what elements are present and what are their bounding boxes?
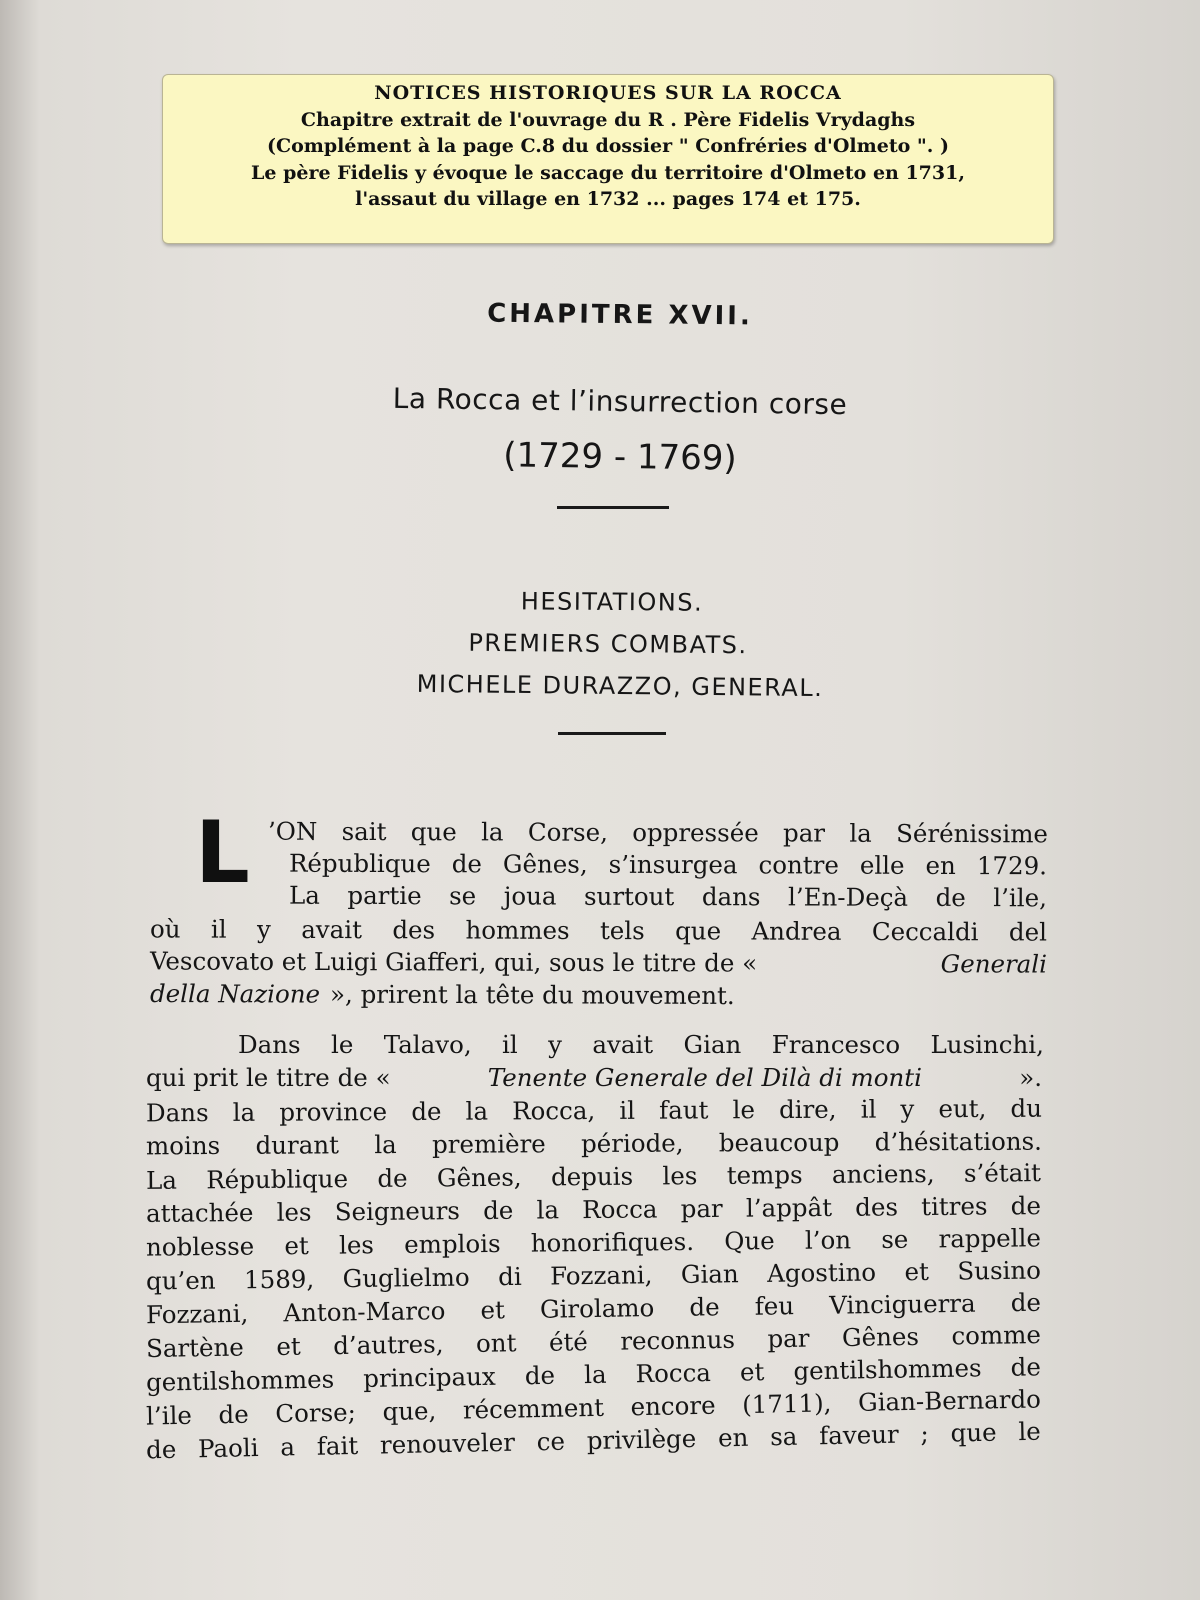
text-line <box>146 1223 1041 1261</box>
text-italic: Generali <box>940 949 1048 979</box>
word: depuis <box>550 1161 634 1192</box>
word: il <box>502 1030 518 1059</box>
text-line <box>146 1191 1041 1228</box>
word: que <box>410 817 457 847</box>
word: le <box>732 1095 755 1125</box>
word: dans <box>701 882 761 912</box>
word: la <box>374 1130 397 1160</box>
word: La <box>288 880 320 910</box>
text-line-content: qui prit le titre de « <box>146 1063 391 1092</box>
word: faveur <box>818 1419 899 1451</box>
word: Rocca <box>582 1194 658 1225</box>
word: Gian <box>680 1259 739 1289</box>
word: des <box>855 1192 899 1222</box>
word: le <box>331 1030 354 1059</box>
word: hommes <box>465 915 570 945</box>
word: l’ile <box>145 1400 193 1431</box>
word: encore <box>630 1390 716 1422</box>
word: Paoli <box>197 1433 259 1464</box>
word: sait <box>341 816 387 847</box>
word: durant <box>255 1130 340 1160</box>
word: par <box>782 818 826 848</box>
word: (1711), <box>741 1388 832 1420</box>
word: Agostino <box>766 1257 877 1288</box>
word: première <box>431 1129 546 1159</box>
word: 1589, <box>243 1264 315 1295</box>
word: Corse; <box>275 1397 357 1429</box>
word: que <box>950 1417 997 1448</box>
title-divider <box>557 506 669 509</box>
word: les <box>276 1197 312 1227</box>
word: la <box>232 1097 256 1127</box>
word: l’on <box>804 1225 852 1255</box>
subtitle-michele-durazzo: MICHELE DURAZZO, GENERAL. <box>416 669 824 703</box>
word: reconnus <box>620 1324 736 1356</box>
word: et <box>284 1230 309 1261</box>
word: privilège <box>586 1423 697 1456</box>
word: rappelle <box>938 1223 1042 1254</box>
word: Rocca, <box>512 1095 596 1126</box>
word: il <box>860 1094 877 1124</box>
notice-heading: NOTICES HISTORIQUES SUR LA ROCCA <box>374 82 842 104</box>
word: de <box>377 1163 408 1193</box>
chapter-dates: (1729 - 1769) <box>502 435 738 479</box>
word: comme <box>951 1319 1042 1351</box>
word: moins <box>145 1130 221 1161</box>
word: été <box>548 1327 589 1357</box>
word: partie <box>347 880 422 911</box>
word: y <box>548 1030 562 1059</box>
word: il <box>210 914 227 944</box>
word: Fozzani, <box>549 1260 653 1291</box>
text-line-content: », prirent la tête du mouvement. <box>330 979 735 1011</box>
text-italic: Tenente Generale del Dilà di monti <box>487 1063 922 1092</box>
word: ’ON <box>267 816 318 846</box>
notice-summary-1: Le père Fidelis y évoque le saccage du territoire d'Olmeto en 1731, <box>251 161 965 184</box>
word: del <box>1008 917 1048 947</box>
word: d’autres, <box>332 1329 444 1361</box>
word: gentilshommes <box>145 1364 335 1397</box>
word: di <box>497 1261 522 1292</box>
word: la <box>849 818 872 848</box>
word: la <box>536 1195 560 1225</box>
word: tels <box>599 916 645 946</box>
word: Susino <box>957 1255 1042 1286</box>
word: noblesse <box>145 1231 255 1262</box>
text-line <box>146 1063 1042 1092</box>
word: honorifiques. <box>530 1226 695 1258</box>
word: Gênes <box>841 1321 920 1353</box>
word: province <box>279 1097 388 1127</box>
word: fait <box>316 1430 359 1461</box>
word: Sérénissime <box>896 818 1049 849</box>
word: de <box>1010 1191 1042 1221</box>
word: en <box>925 850 956 881</box>
chapter-title: La Rocca et l’insurrection corse <box>392 381 848 422</box>
text-line <box>146 1158 1041 1195</box>
text-italic: della Nazione <box>149 978 321 1009</box>
text-line-content: Vescovato et Luigi Giafferi, qui, sous le titre de « <box>149 946 758 978</box>
word: temps <box>726 1160 803 1190</box>
word: Rocca <box>635 1357 712 1389</box>
word: sa <box>769 1421 798 1452</box>
word: Guglielmo <box>342 1262 470 1294</box>
word: faut <box>659 1095 709 1125</box>
word: feu <box>754 1291 795 1321</box>
word: s’était <box>963 1158 1042 1188</box>
word: de <box>1010 1287 1042 1318</box>
word: il <box>619 1095 636 1125</box>
word: avait <box>592 1030 654 1059</box>
word: y <box>900 1094 915 1124</box>
chapter-number: CHAPITRE XVII. <box>487 298 753 332</box>
word: gentilshommes <box>793 1353 982 1386</box>
word: l’En-Deçà <box>787 882 909 912</box>
word: Andrea <box>751 916 842 946</box>
word: ont <box>475 1328 517 1358</box>
text-line <box>289 849 1047 881</box>
word: des <box>392 915 436 945</box>
drop-cap: L <box>195 803 250 903</box>
word: se <box>881 1224 909 1254</box>
word: Gênes, <box>502 849 588 879</box>
word: qu’en <box>145 1265 216 1296</box>
word: Seigneurs <box>334 1196 461 1227</box>
word: récemment <box>462 1392 605 1425</box>
word: Anton-Marco <box>283 1296 446 1328</box>
word: Gian-Bernardo <box>857 1384 1042 1417</box>
word: Gênes, <box>436 1162 522 1193</box>
word: du <box>1010 1093 1043 1123</box>
text-line <box>238 1030 1044 1059</box>
word: Fozzani, <box>145 1298 249 1330</box>
word: où <box>149 914 181 944</box>
word: République <box>288 848 431 879</box>
subtitle-hesitations: HESITATIONS. <box>520 587 704 617</box>
word: de <box>524 1360 556 1391</box>
word: ; <box>920 1418 930 1449</box>
word: par <box>680 1193 723 1224</box>
word: s’insurgea <box>608 849 738 880</box>
word: beaucoup <box>718 1127 840 1158</box>
word: la <box>481 817 504 847</box>
word: les <box>662 1161 698 1191</box>
word: Que <box>724 1226 775 1256</box>
word: y <box>256 914 271 944</box>
subtitle-premiers-combats: PREMIERS COMBATS. <box>468 628 748 660</box>
text-line <box>146 1094 1042 1128</box>
word: Talavo, <box>383 1030 472 1059</box>
text-line <box>146 1127 1042 1161</box>
word: Dans <box>145 1098 209 1128</box>
word: et <box>480 1295 506 1325</box>
word: La <box>145 1165 178 1195</box>
word: oppressée <box>632 817 759 848</box>
word: que <box>675 916 722 946</box>
word: renouveler <box>379 1427 516 1460</box>
word: la <box>583 1359 607 1390</box>
word: 1729. <box>976 851 1048 881</box>
word: eut, <box>938 1093 987 1124</box>
word: et <box>904 1256 930 1287</box>
word: de <box>1010 1352 1042 1382</box>
word: contre <box>758 850 839 880</box>
word: Ceccaldi <box>871 916 979 947</box>
text-line <box>268 817 1048 849</box>
word: de <box>218 1399 249 1430</box>
word: dire, <box>778 1094 837 1125</box>
word: Sartène <box>145 1332 245 1364</box>
word: avait <box>301 914 363 945</box>
word: en <box>717 1422 749 1453</box>
word: Lusinchi, <box>930 1030 1044 1059</box>
word: Girolamo <box>539 1293 655 1324</box>
word: se <box>449 881 477 911</box>
notice-summary-2: l'assaut du village en 1732 ... pages 174 et 175. <box>355 188 861 210</box>
word: de <box>689 1292 720 1322</box>
word: joua <box>503 881 557 911</box>
historical-notice-box <box>162 74 1054 244</box>
word: de <box>483 1195 514 1225</box>
word: Gian <box>683 1030 742 1059</box>
word: Vinciguerra <box>828 1288 976 1320</box>
word: de <box>451 849 482 879</box>
word: Corse, <box>527 817 608 847</box>
subtitle-divider <box>558 732 666 735</box>
word: l’appât <box>745 1192 833 1223</box>
word: Francesco <box>771 1030 901 1059</box>
word: République <box>206 1164 349 1195</box>
word: de <box>411 1096 442 1126</box>
word: ce <box>536 1426 566 1457</box>
notice-source: Chapitre extrait de l'ouvrage du R . Père Fidelis Vrydaghs <box>300 108 916 131</box>
text-line <box>150 914 1047 946</box>
word: et <box>739 1357 765 1387</box>
word: attachée <box>145 1197 254 1228</box>
notice-complement: (Complément à la page C.8 du dossier " Confréries d'Olmeto ". ) <box>266 135 950 157</box>
word: que, <box>382 1396 437 1427</box>
word: elle <box>859 850 905 880</box>
text-line <box>289 881 1047 913</box>
text-line <box>150 979 735 1010</box>
word: la <box>465 1096 489 1126</box>
word: de <box>935 882 966 913</box>
word: surtout <box>583 881 675 912</box>
word: le <box>1018 1416 1042 1447</box>
word: titres <box>921 1191 988 1222</box>
word: par <box>767 1323 810 1354</box>
word: et <box>276 1331 301 1361</box>
word: principaux <box>363 1361 496 1394</box>
word: les <box>338 1230 375 1260</box>
word: de <box>145 1434 177 1465</box>
word: période, <box>581 1128 684 1159</box>
word: l’ile, <box>993 883 1047 913</box>
text-line <box>150 946 1047 978</box>
word: d’hésitations. <box>874 1126 1042 1157</box>
word: Dans <box>238 1030 301 1059</box>
text-line-content: ». <box>1019 1063 1042 1092</box>
word: a <box>280 1432 296 1462</box>
word: anciens, <box>831 1159 935 1189</box>
word: emplois <box>403 1228 501 1259</box>
